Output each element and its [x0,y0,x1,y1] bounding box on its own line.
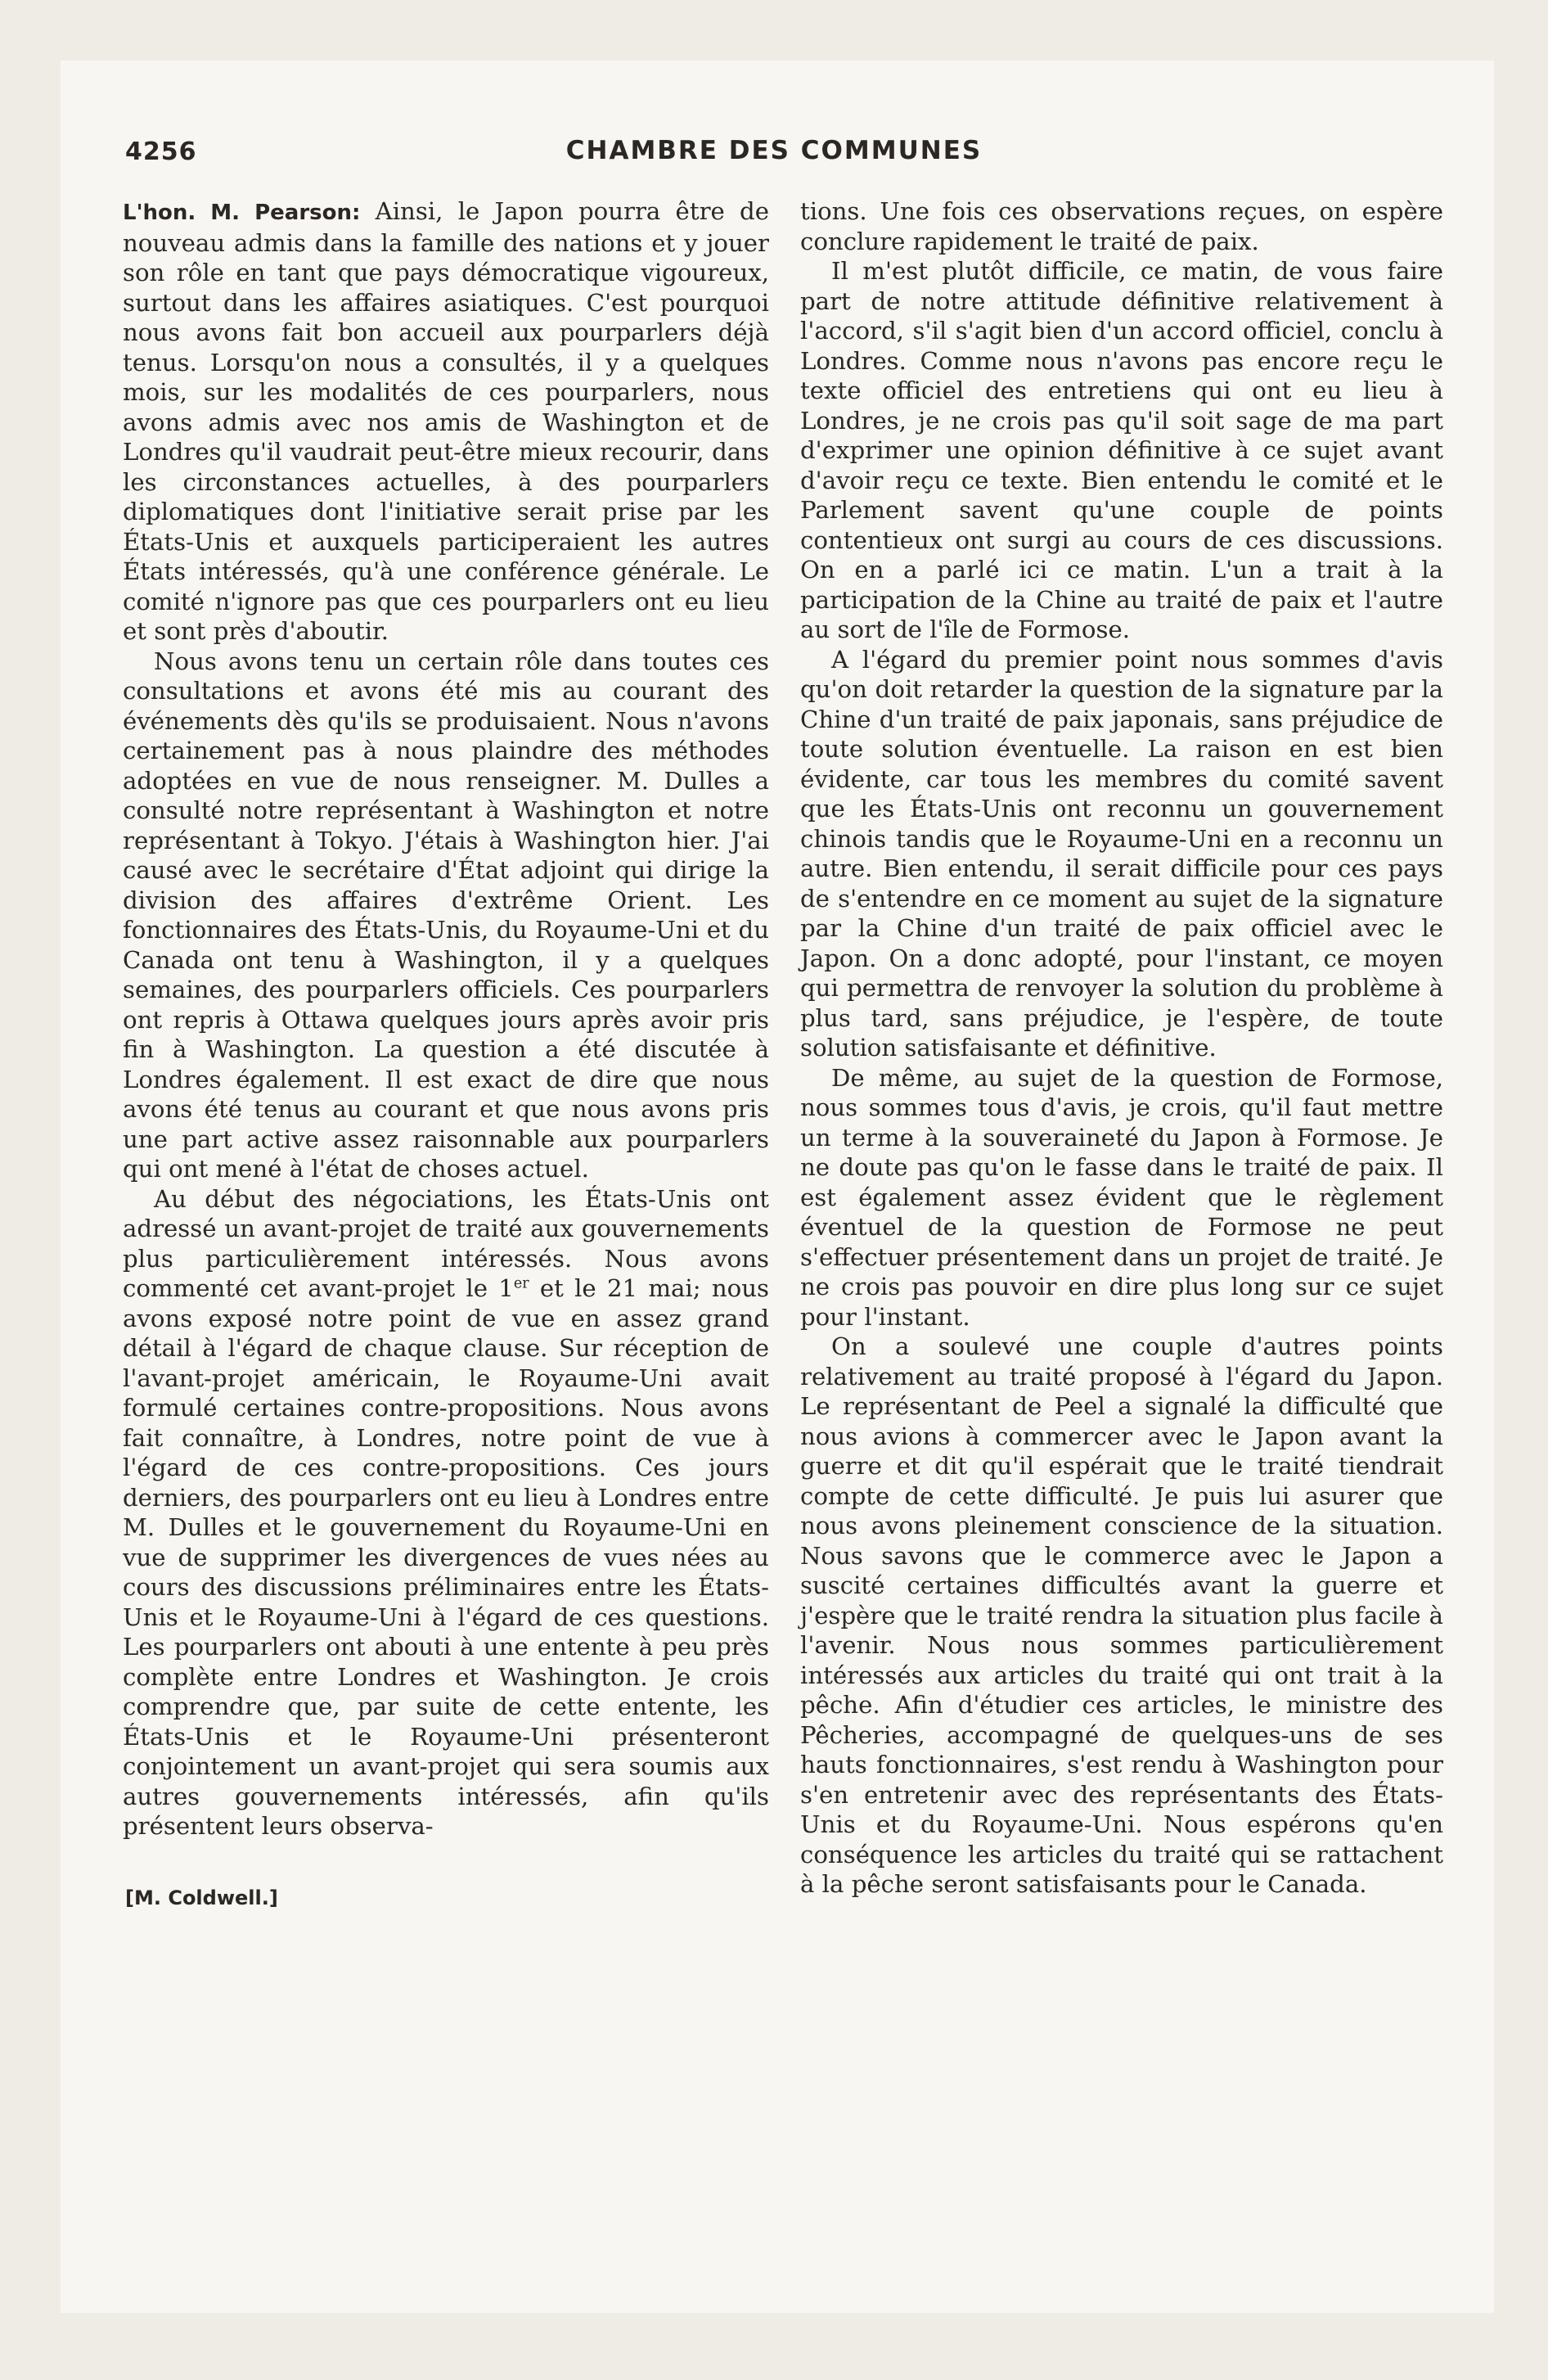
paragraph-continued: tions. Une fois ces observations reçues, on espère conclure rapidement le traité de paix. [800,197,1443,255]
page-number: 4256 [125,137,197,166]
paragraph-4: Il m'est plutôt difficile, ce matin, de vous faire part de notre attitude définitive relativement à l'accord, s'il s'agit bien d'un accord officiel, conclu à Londres. Comme nous n'avons pas encore reçu le texte officiel des entretiens qui ont eu lieu à Londres, je ne crois pas qu'il soit sage de ma part d'exprimer une opinion définitive à ce sujet avant d'avoir reçu ce texte. Bien entendu le comité et le Parlement savent qu'une couple de points contentieux ont surgi au cours de ces discussions. On en a parlé ici ce matin. L'un a trait à la participation de la Chine au traité de paix et l'autre au sort de l'île de Formose. [800,257,1443,643]
page-header-title: CHAMBRE DES COMMUNES [565,136,983,165]
paragraph-7: On a soulevé une couple d'autres points relativement au traité proposé à l'égard du Japon. Le représentant de Peel a signalé la difficulté que nous avions à commercer avec le Japon avant la guerre et dit qu'il espérait que le traité tiendrait compte de cette difficulté. Je puis lui asurer que nous avons pleinement conscience de la situation. Nous savons que le commerce avec le Japon a suscité certaines difficultés avant la guerre et j'espère que le traité rendra la situation plus facile à l'avenir. Nous nous sommes particulièrement intéressés aux articles du traité qui ont trait à la pêche. Afin d'étudier ces articles, le ministre des Pêcheries, accompagné de quelques-uns de ses hauts fonctionnaires, s'est rendu à Washington pour s'en entretenir avec des représentants des États-Unis et du Royaume-Uni. Nous espérons qu'en conséquence les articles du traité qui se rattachent à la pêche seront satisfaisants pour le Canada. [800,1332,1443,1898]
footer-speaker-note: [M. Coldwell.] [125,1886,278,1909]
left-column [123,196,769,1841]
right-column [800,196,1443,1900]
paragraph-3-part-1: Au début des négociations, les États-Unis ont adressé un avant-projet de traité aux gouvernements plus particulièrement intéressés. Nous avons commenté cet avant-projet le 1 [123,1184,769,1302]
superscript-er: er [513,1275,529,1292]
paragraph-6: De même, au sujet de la question de Formose, nous sommes tous d'avis, je crois, qu'il faut mettre un terme à la souveraineté du Japon à Formose. Je ne doute pas qu'on le fasse dans le traité de paix. Il est également assez évident que le règlement éventuel de la question de Formose ne peut s'effectuer présentement dans un projet de traité. Je ne crois pas pouvoir en dire plus long sur ce sujet pour l'instant. [800,1063,1443,1331]
speaker-name: L'hon. M. Pearson: [123,201,361,225]
paragraph-2: Nous avons tenu un certain rôle dans toutes ces consultations et avons été mis au courant des événements dès qu'ils se produisaient. Nous n'avons certainement pas à nous plaindre des méthodes adoptées en vue de nous renseigner. M. Dulles a consulté notre représentant à Washington et notre représentant à Tokyo. J'étais à Washington hier. J'ai causé avec le secrétaire d'État adjoint qui dirige la division des affaires d'extrême Orient. Les fonctionnaires des États-Unis, du Royaume-Uni et du Canada ont tenu à Washington, il y a quelques semaines, des pourparlers officiels. Ces pourparlers ont repris à Ottawa quelques jours après avoir pris fin à Washington. La question a été discutée à Londres également. Il est exact de dire que nous avons été tenus au courant et que nous avons pris une part active assez raisonnable aux pourparlers qui ont mené à l'état de choses actuel. [123,647,769,1183]
paragraph-1 [123,196,769,647]
paragraph-3 [123,1184,769,1841]
paragraph-5: A l'égard du premier point nous sommes d'avis qu'on doit retarder la question de la signature par la Chine d'un traité de paix japonais, sans préjudice de toute solution éventuelle. La raison en est bien évidente, car tous les membres du comité savent que les États-Unis ont reconnu un gouvernement chinois tandis que le Royaume-Uni en a reconnu un autre. Bien entendu, il serait difficile pour ces pays de s'entendre en ce moment au sujet de la signature par la Chine d'un traité de paix officiel avec le Japon. On a donc adopté, pour l'instant, ce moyen qui permettra de renvoyer la solution du problème à plus tard, sans préjudice, je l'espère, de toute solution satisfaisante et définitive. [800,645,1443,1062]
paragraph-1-text: Ainsi, le Japon pourra être de nouveau admis dans la famille des nations et y jouer son rôle en tant que pays démocratique vigoureux, surtout dans les affaires asiatiques. C'est pourquoi nous avons fait bon accueil aux pourparlers déjà tenus. Lorsqu'on nous a consultés, il y a quelques mois, sur les modalités de ces pourparlers, nous avons admis avec nos amis de Washington et de Londres qu'il vaudrait peut-être mieux recourir, dans les circonstances actuelles, à des pourparlers diplomatiques dont l'initiative serait prise par les États-Unis et auxquels participeraient les autres États intéressés, qu'à une conférence générale. Le comité n'ignore pas que ces pourparlers ont eu lieu et sont près d'aboutir. [123,197,769,645]
paragraph-3-part-2: et le 21 mai; nous avons exposé notre point de vue en assez grand détail à l'égard de chaque clause. Sur réception de l'avant-projet américain, le Royaume-Uni avait formulé certaines contre-propositions. Nous avons fait connaître, à Londres, notre point de vue à l'égard de ces contre-propositions. Ces jours derniers, des pourparlers ont eu lieu à Londres entre M. Dulles et le gouvernement du Royaume-Uni en vue de supprimer les divergences de vues nées au cours des discussions préliminaires entre les États-Unis et le Royaume-Uni à l'égard de ces questions. Les pourparlers ont abouti à une entente à peu près complète entre Londres et Washington. Je crois comprendre que, par suite de cette entente, les États-Unis et le Royaume-Uni présenteront conjointement un avant-projet qui sera soumis aux autres gouvernements intéressés, afin qu'ils présentent leurs observa- [123,1274,769,1840]
